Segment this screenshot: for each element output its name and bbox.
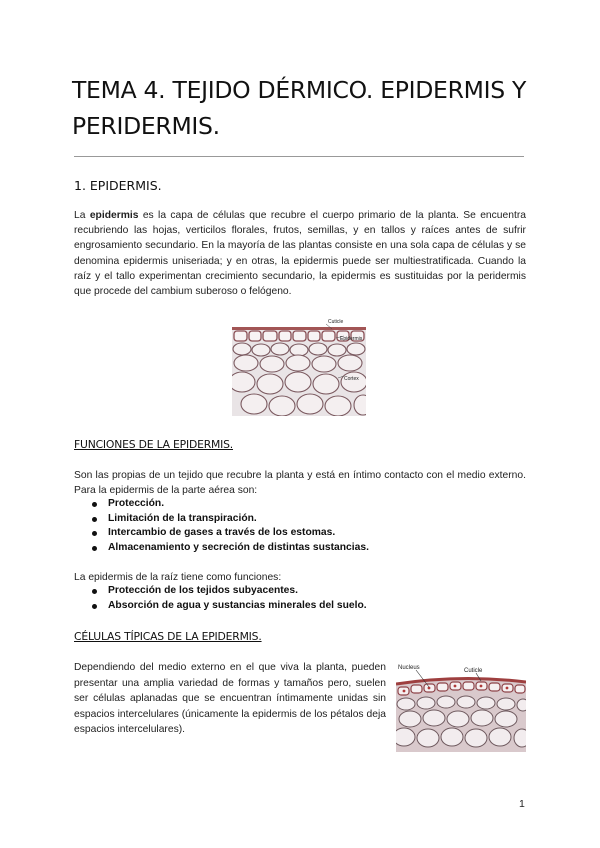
intro-text-pre: La bbox=[74, 210, 90, 221]
fig2-label-cuticle: Cuticle bbox=[464, 668, 483, 674]
list-item: Absorción de agua y sustancias minerales del suelo. bbox=[74, 599, 514, 614]
fig2-label-nucleus: Nucleus bbox=[398, 665, 420, 671]
celulas-paragraph: Dependiendo del medio externo en el que viva la planta, pueden presentar una amplia variedad de formas y tamaños pero, suelen ser células aplanadas que se encuentran íntimamente unidas sin espacios intercelulares (únicamente la epidermis de los pétalos deja espacios intercelulares). bbox=[74, 662, 386, 736]
epidermis-intro-paragraph bbox=[74, 208, 526, 299]
fig1-label-cuticle: Cuticle bbox=[328, 319, 344, 325]
page-title: TEMA 4. TEJIDO DÉRMICO. EPIDERMIS Y PERIDERMIS. bbox=[72, 76, 527, 140]
title-divider bbox=[74, 156, 524, 157]
list-item: Protección de los tejidos subyacentes. bbox=[74, 584, 514, 599]
intro-keyword: epidermis bbox=[89, 210, 139, 221]
funciones-intro-paragraph: Son las propias de un tejido que recubre la planta y está en íntimo contacto con el medio externo. Para la epidermis de la parte aérea son: bbox=[74, 470, 526, 497]
epidermis-micrograph-2 bbox=[396, 660, 526, 752]
intro-text-post: es la capa de células que recubre el cuerpo primario de la planta. Se encuentra recubriendo las hojas, verticilos florales, frutos, semillas, y en tallos y raíces antes de sufrir engrosamiento secundario. En la mayoría de las plantas consiste en una sola capa de células y se denomina epidermis uniseriada; y en otras, la epidermis puede ser multiestratificada. Cuando la raíz y el tallo experimentan crecimiento secundario, la epidermis es sustituidas por la peridermis que procede del cambium suberoso o felógeno. bbox=[74, 210, 526, 298]
list-item: Limitación de la transpiración. bbox=[74, 512, 514, 527]
section-heading-epidermis: 1. EPIDERMIS. bbox=[74, 178, 162, 193]
list-item: Almacenamiento y secreción de distintas sustancias. bbox=[74, 541, 514, 556]
section-heading-celulas: CÉLULAS TÍPICAS DE LA EPIDERMIS. bbox=[74, 630, 262, 643]
root-functions-intro: La epidermis de la raíz tiene como funciones: bbox=[74, 572, 282, 583]
list-item: Protección. bbox=[74, 497, 514, 512]
page-number: 1 bbox=[519, 798, 525, 810]
list-item: Intercambio de gases a través de los estomas. bbox=[74, 526, 514, 541]
micrograph-1-drawing bbox=[232, 316, 366, 416]
epidermis-micrograph-1 bbox=[232, 316, 366, 416]
aerial-functions-list bbox=[74, 497, 514, 556]
section-heading-funciones: FUNCIONES DE LA EPIDERMIS. bbox=[74, 438, 233, 451]
fig1-label-epidermis: Epidermis bbox=[340, 336, 363, 342]
micrograph-2-drawing bbox=[396, 660, 526, 752]
root-functions-list bbox=[74, 584, 514, 613]
fig1-label-cortex: Cortex bbox=[344, 376, 359, 382]
